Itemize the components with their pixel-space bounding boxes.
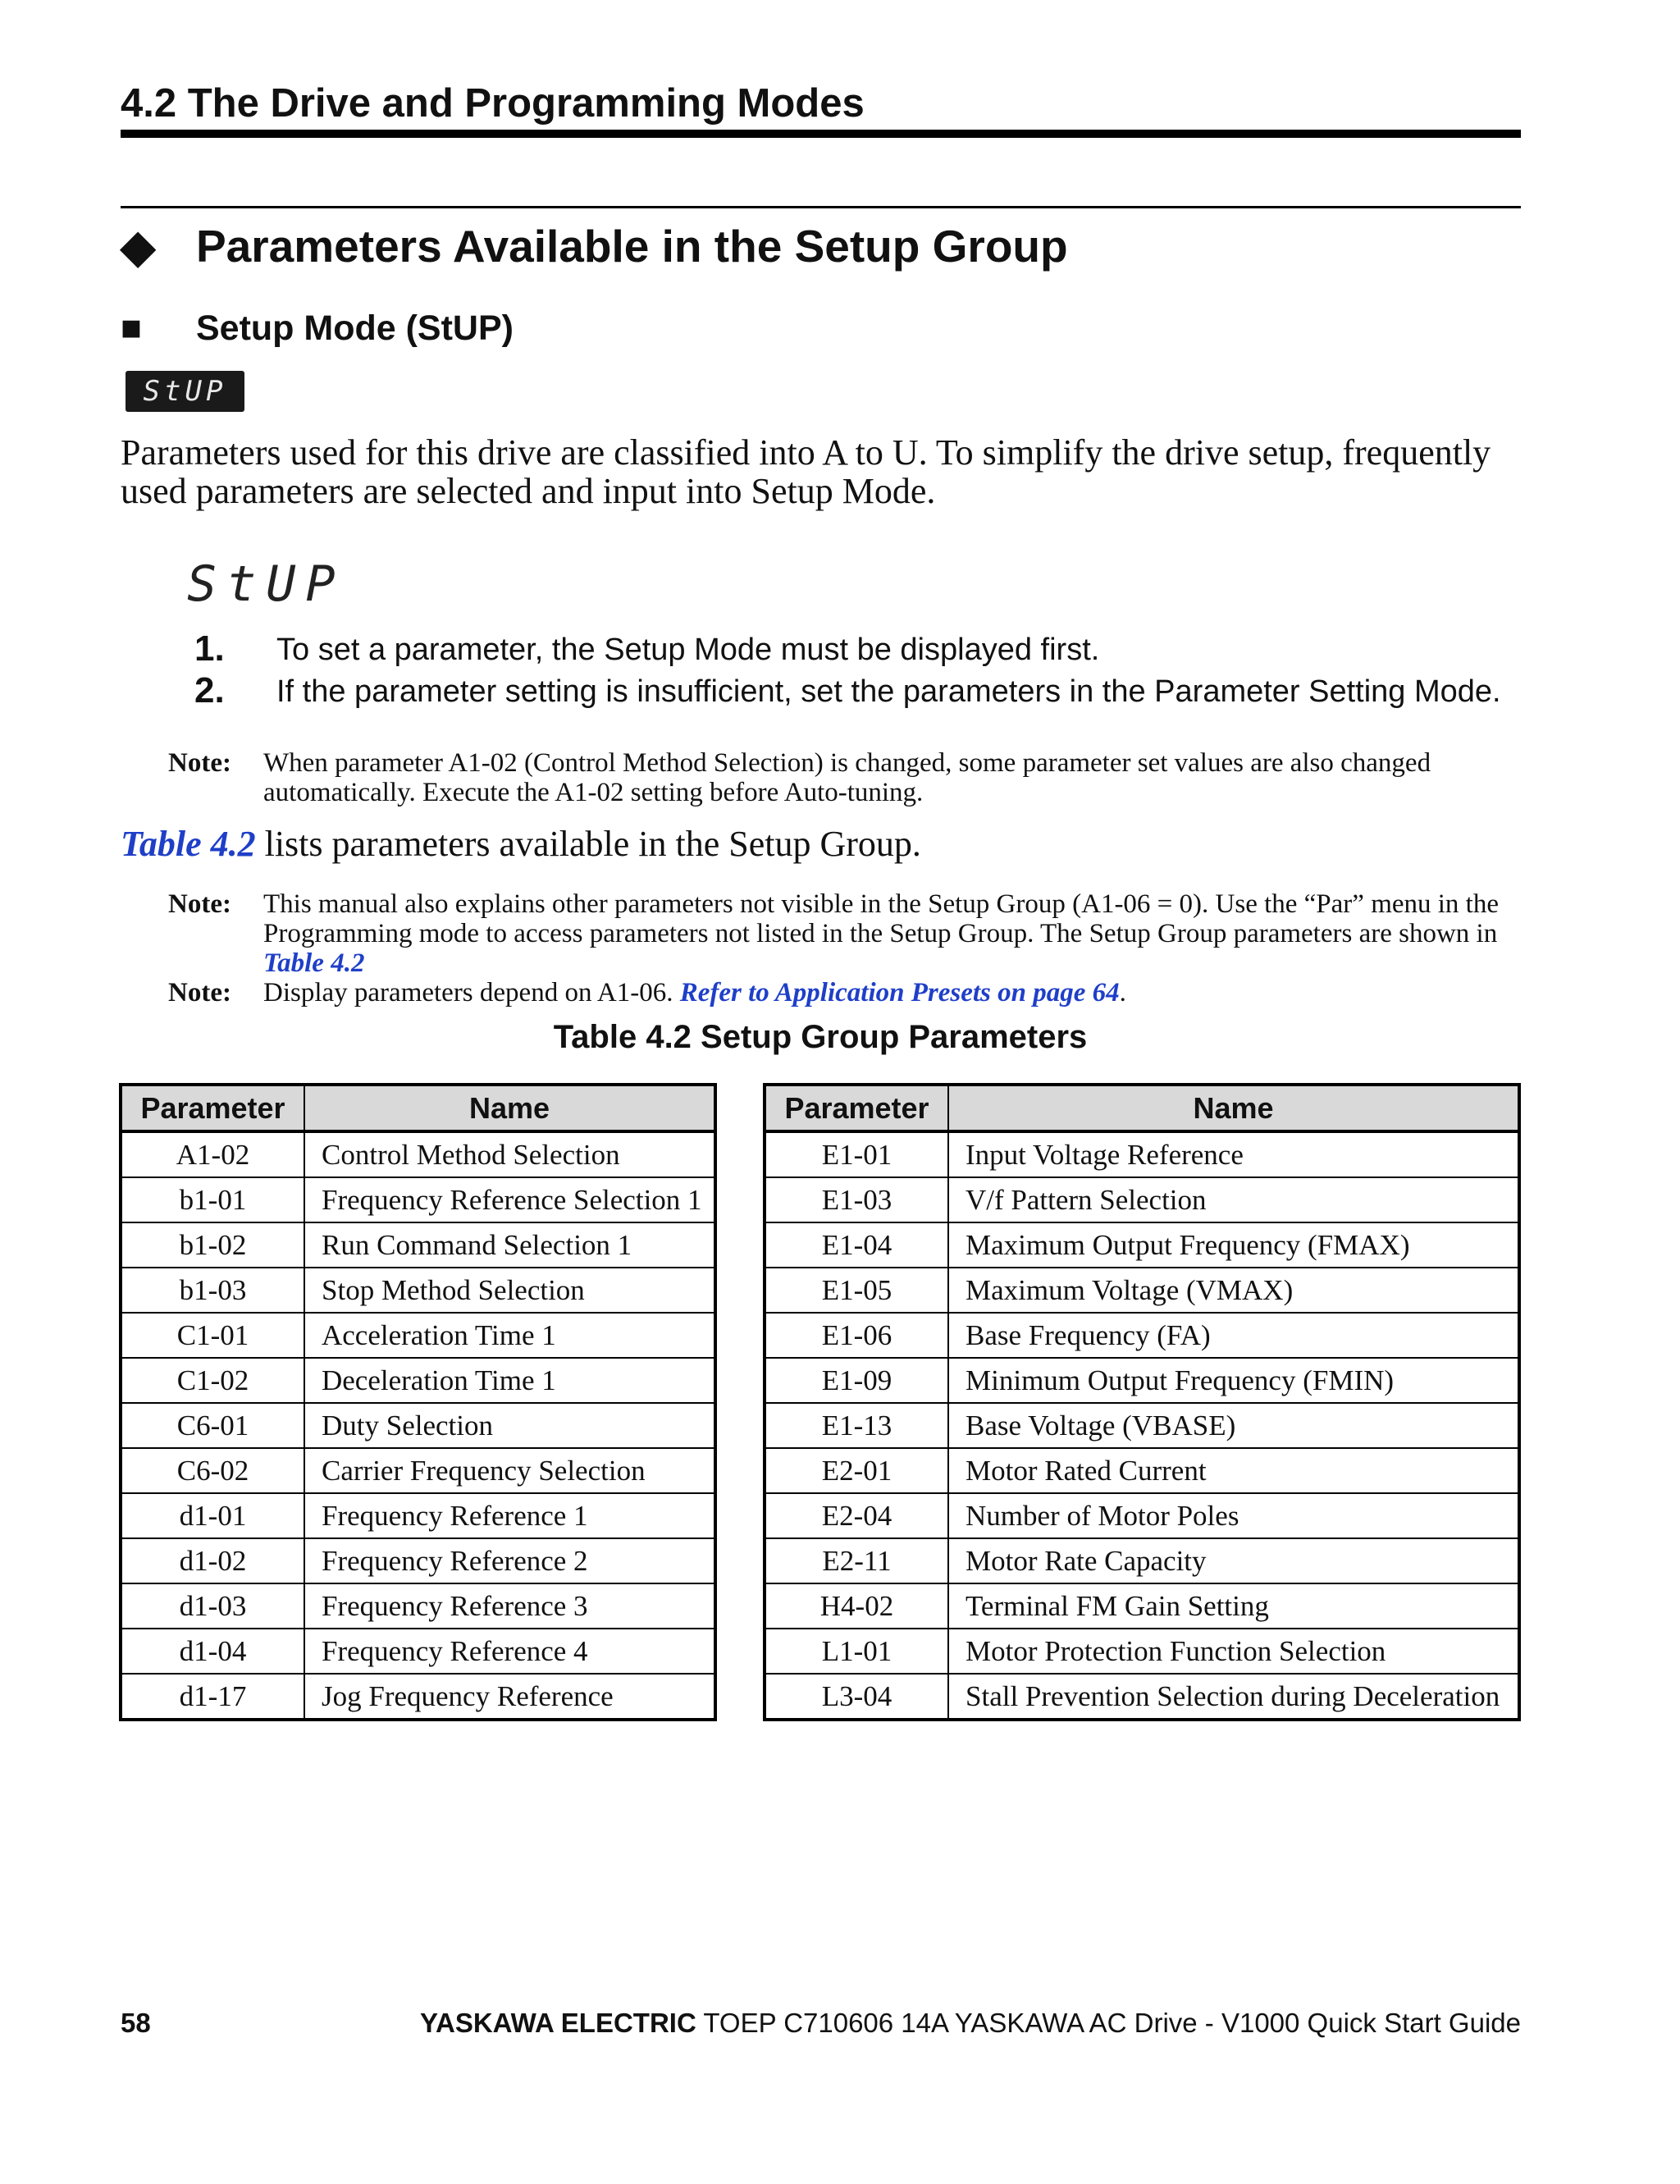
param-name-cell: Frequency Reference 3 bbox=[304, 1583, 715, 1629]
table-row bbox=[121, 1674, 715, 1720]
subsection-heading bbox=[121, 307, 514, 350]
table-row bbox=[765, 1583, 1519, 1629]
param-name-cell: Deceleration Time 1 bbox=[304, 1358, 715, 1403]
intro-paragraph: Parameters used for this drive are classified into A to U. To simplify the drive setup, frequently used parameters are selected and input into Setup Mode. bbox=[121, 432, 1491, 511]
table-row bbox=[765, 1131, 1519, 1177]
note-text-container bbox=[263, 889, 1522, 978]
table-reference-line bbox=[121, 824, 921, 865]
param-name-cell: Maximum Output Frequency (FMAX) bbox=[948, 1222, 1519, 1268]
step-number: 1. bbox=[194, 628, 225, 669]
col-header-name: Name bbox=[948, 1085, 1519, 1131]
param-name-cell: Control Method Selection bbox=[304, 1131, 715, 1177]
table-row bbox=[765, 1222, 1519, 1268]
param-code-cell: L1-01 bbox=[765, 1629, 948, 1674]
step-list bbox=[194, 628, 1523, 715]
lcd-display-stup: StUP bbox=[187, 555, 345, 613]
col-header-name: Name bbox=[304, 1085, 715, 1131]
table-row bbox=[121, 1222, 715, 1268]
param-code-cell: E1-06 bbox=[765, 1313, 948, 1358]
table-row bbox=[121, 1268, 715, 1313]
param-code-cell: b1-03 bbox=[121, 1268, 304, 1313]
application-presets-link[interactable]: Refer to Application Presets on page 64 bbox=[679, 978, 1120, 1007]
table-row bbox=[121, 1448, 715, 1493]
page-number: 58 bbox=[121, 2008, 151, 2038]
table-4-2-link[interactable]: Table 4.2 bbox=[263, 948, 365, 978]
param-code-cell: d1-03 bbox=[121, 1583, 304, 1629]
table-header-row bbox=[765, 1085, 1519, 1131]
param-name-cell: Motor Rated Current bbox=[948, 1448, 1519, 1493]
param-name-cell: Minimum Output Frequency (FMIN) bbox=[948, 1358, 1519, 1403]
table-4-2-link[interactable]: Table 4.2 bbox=[121, 824, 256, 864]
setup-params-table-right bbox=[763, 1083, 1521, 1721]
param-name-cell: Stop Method Selection bbox=[304, 1268, 715, 1313]
param-name-cell: Jog Frequency Reference bbox=[304, 1674, 715, 1720]
table-row bbox=[765, 1629, 1519, 1674]
param-name-cell: Carrier Frequency Selection bbox=[304, 1448, 715, 1493]
param-code-cell: d1-17 bbox=[121, 1674, 304, 1720]
note-text: When parameter A1-02 (Control Method Selection) is changed, some parameter set values are also changed automatically. Execute the A1-02 setting before Auto-tuning. bbox=[263, 748, 1431, 807]
note-label: Note: bbox=[168, 978, 231, 1007]
param-name-cell: Input Voltage Reference bbox=[948, 1131, 1519, 1177]
param-name-cell: Frequency Reference Selection 1 bbox=[304, 1177, 715, 1222]
table-row bbox=[765, 1268, 1519, 1313]
step-text: If the parameter setting is insufficient, set the parameters in the Parameter Setting Mode. bbox=[276, 674, 1501, 709]
table-row bbox=[121, 1403, 715, 1448]
param-name-cell: Maximum Voltage (VMAX) bbox=[948, 1268, 1519, 1313]
step-number: 2. bbox=[194, 670, 225, 710]
param-code-cell: d1-04 bbox=[121, 1629, 304, 1674]
section-title: Parameters Available in the Setup Group bbox=[196, 221, 1068, 272]
footer-doc-info bbox=[420, 2008, 1521, 2039]
param-code-cell: E1-04 bbox=[765, 1222, 948, 1268]
col-header-parameter: Parameter bbox=[765, 1085, 948, 1131]
param-name-cell: Number of Motor Poles bbox=[948, 1493, 1519, 1538]
table-header-row bbox=[121, 1085, 715, 1131]
table-row bbox=[765, 1493, 1519, 1538]
param-name-cell: Base Frequency (FA) bbox=[948, 1313, 1519, 1358]
table-row bbox=[121, 1313, 715, 1358]
chapter-title: 4.2 The Drive and Programming Modes bbox=[121, 81, 865, 126]
param-code-cell: L3-04 bbox=[765, 1674, 948, 1720]
table-row bbox=[765, 1448, 1519, 1493]
param-code-cell: E1-09 bbox=[765, 1358, 948, 1403]
chapter-rule bbox=[121, 130, 1521, 138]
param-code-cell: C1-02 bbox=[121, 1358, 304, 1403]
table-row bbox=[121, 1538, 715, 1583]
subsection-title: Setup Mode (StUP) bbox=[196, 308, 514, 348]
footer-doc-title: TOEP C710606 14A YASKAWA AC Drive - V1000 Quick Start Guide bbox=[696, 2008, 1521, 2038]
table-reference-text: lists parameters available in the Setup Group. bbox=[255, 824, 921, 864]
param-name-cell: Stall Prevention Selection during Deceleration bbox=[948, 1674, 1519, 1720]
table-caption: Table 4.2 Setup Group Parameters bbox=[553, 1019, 1088, 1055]
table-row bbox=[765, 1538, 1519, 1583]
note-suffix: . bbox=[1119, 978, 1126, 1007]
footer-brand: YASKAWA ELECTRIC bbox=[420, 2008, 696, 2038]
note-text: Display parameters depend on A1-06. bbox=[263, 978, 680, 1007]
param-code-cell: b1-01 bbox=[121, 1177, 304, 1222]
section-rule bbox=[121, 206, 1521, 208]
param-code-cell: E1-03 bbox=[765, 1177, 948, 1222]
table-row bbox=[765, 1403, 1519, 1448]
param-code-cell: C6-01 bbox=[121, 1403, 304, 1448]
param-code-cell: E1-13 bbox=[765, 1403, 948, 1448]
param-code-cell: d1-01 bbox=[121, 1493, 304, 1538]
table-row bbox=[121, 1583, 715, 1629]
diamond-bullet-icon: ◆ bbox=[121, 221, 156, 272]
param-name-cell: Acceleration Time 1 bbox=[304, 1313, 715, 1358]
param-code-cell: C1-01 bbox=[121, 1313, 304, 1358]
table-row bbox=[765, 1358, 1519, 1403]
param-name-cell: Motor Rate Capacity bbox=[948, 1538, 1519, 1583]
param-name-cell: Frequency Reference 1 bbox=[304, 1493, 715, 1538]
param-code-cell: E1-01 bbox=[765, 1131, 948, 1177]
param-code-cell: E1-05 bbox=[765, 1268, 948, 1313]
param-code-cell: E2-01 bbox=[765, 1448, 948, 1493]
note-label: Note: bbox=[168, 889, 231, 919]
setup-params-table-left bbox=[119, 1083, 717, 1721]
table-row bbox=[121, 1177, 715, 1222]
param-code-cell: E2-11 bbox=[765, 1538, 948, 1583]
note-other-parameters bbox=[168, 889, 1522, 978]
param-name-cell: Motor Protection Function Selection bbox=[948, 1629, 1519, 1674]
param-code-cell: H4-02 bbox=[765, 1583, 948, 1629]
param-code-cell: b1-02 bbox=[121, 1222, 304, 1268]
param-name-cell: Terminal FM Gain Setting bbox=[948, 1583, 1519, 1629]
note-label: Note: bbox=[168, 748, 231, 778]
param-name-cell: Frequency Reference 2 bbox=[304, 1538, 715, 1583]
param-name-cell: Duty Selection bbox=[304, 1403, 715, 1448]
section-heading bbox=[121, 220, 1521, 272]
note-text: This manual also explains other parameters not visible in the Setup Group (A1-06 = 0). Use the “Par” menu in the Programming mode to access parameters not listed in the Setup Group. The Setup Group parameters are shown in bbox=[263, 889, 1499, 948]
table-row bbox=[121, 1131, 715, 1177]
table-row bbox=[121, 1358, 715, 1403]
param-name-cell: Base Voltage (VBASE) bbox=[948, 1403, 1519, 1448]
note-display-parameters bbox=[168, 978, 1522, 1007]
param-name-cell: V/f Pattern Selection bbox=[948, 1177, 1519, 1222]
step-text: To set a parameter, the Setup Mode must be displayed first. bbox=[276, 633, 1100, 667]
table-row bbox=[765, 1674, 1519, 1720]
table-row bbox=[121, 1493, 715, 1538]
step-item bbox=[194, 670, 1523, 710]
square-bullet-icon: ■ bbox=[121, 308, 142, 348]
param-code-cell: C6-02 bbox=[121, 1448, 304, 1493]
param-code-cell: A1-02 bbox=[121, 1131, 304, 1177]
param-code-cell: d1-02 bbox=[121, 1538, 304, 1583]
note-control-method bbox=[168, 748, 1522, 807]
step-item bbox=[194, 628, 1523, 669]
table-row bbox=[121, 1629, 715, 1674]
param-name-cell: Frequency Reference 4 bbox=[304, 1629, 715, 1674]
lcd-badge-stup: StUP bbox=[126, 371, 244, 412]
col-header-parameter: Parameter bbox=[121, 1085, 304, 1131]
param-name-cell: Run Command Selection 1 bbox=[304, 1222, 715, 1268]
param-code-cell: E2-04 bbox=[765, 1493, 948, 1538]
table-row bbox=[765, 1177, 1519, 1222]
note-text-container bbox=[263, 978, 1522, 1007]
table-row bbox=[765, 1313, 1519, 1358]
